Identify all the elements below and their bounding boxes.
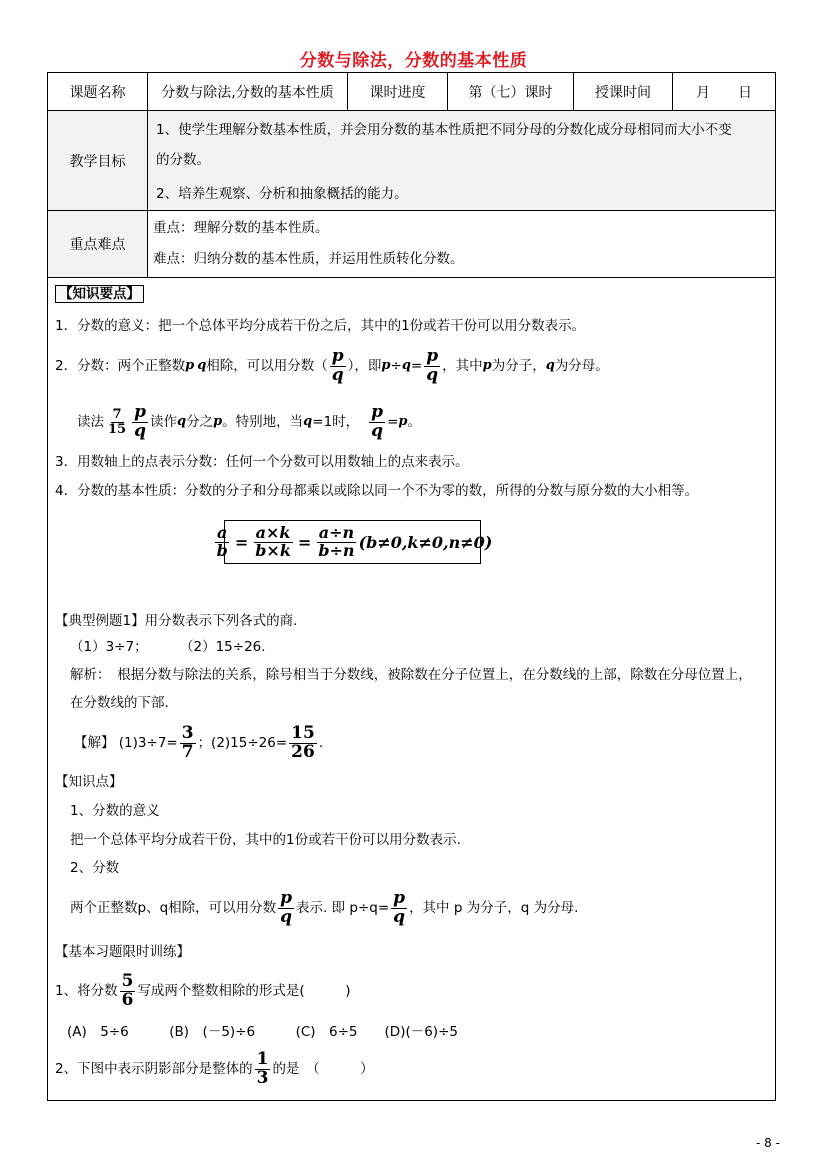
fraction-15-over-26 <box>289 722 317 762</box>
practice-q1-options: (A) 5÷6 (B) (－5)÷6 (C) 6÷5 (D)(－6)÷5 <box>67 1024 458 1040</box>
fraction-p-over-q <box>391 887 407 927</box>
frac-den: 26 <box>291 741 315 762</box>
frac-den: b×k <box>255 540 291 560</box>
item2-text-c: ），即 <box>347 358 382 374</box>
point-2-text-c: ，其中 p 为分子，q 为分母. <box>409 900 579 916</box>
focus-text: 重点：理解分数的基本性质。 <box>153 220 329 236</box>
var-q: q <box>401 358 411 373</box>
row-divider <box>47 210 776 211</box>
analysis-line-1: 解析： 根据分数与除法的关系，除号相当于分数线，被除数在分子位置上，在分数线的上部，除数在分母位置上， <box>70 667 752 683</box>
solution-text-b: ；(2)15÷26= <box>197 735 288 751</box>
fraction-p-over-q <box>132 401 148 441</box>
read-text-b: 读作 <box>149 414 177 430</box>
point-2-text-b: 表示. 即 p÷q= <box>296 900 390 916</box>
item2-text-d: ，其中 <box>442 358 483 374</box>
progress-label: 课时进度 <box>369 84 426 101</box>
eq-sign: = <box>234 532 249 552</box>
formula-frac-1 <box>215 522 230 560</box>
example-q2: （2）15÷26. <box>180 639 266 655</box>
goal-line-2: 的分数。 <box>156 152 210 168</box>
frac-den: q <box>280 906 293 927</box>
practice-q1-text-b: 写成两个整数相除的形式是( ) <box>137 983 351 999</box>
practice-q1 <box>55 970 350 1012</box>
frac-den: 6 <box>121 989 134 1010</box>
period: 。 <box>407 414 421 430</box>
frac-num: 7 <box>112 406 122 422</box>
basic-property-formula <box>216 520 493 564</box>
row-divider <box>47 110 776 111</box>
time-value: 月 日 <box>696 84 752 101</box>
knowledge-heading-text: 【知识要点】 <box>55 285 144 303</box>
point-2-text-a: 两个正整数p、q相除，可以用分数 <box>70 900 277 916</box>
frac-den: 3 <box>256 1067 269 1088</box>
frac-num: 1 <box>256 1048 269 1069</box>
frac-num: p <box>280 887 293 908</box>
practice-q1-text-a: 1、将分数 <box>55 983 118 999</box>
frac-den: q <box>393 906 406 927</box>
topic-value: 分数与除法,分数的基本性质 <box>161 84 334 101</box>
div-sign: ÷ <box>390 358 402 374</box>
page-number: - 8 - <box>756 1136 780 1150</box>
read-text-a: 读法 <box>77 414 104 430</box>
fraction-7-over-15 <box>106 408 128 436</box>
time-label: 授课时间 <box>595 84 651 101</box>
example-heading: 【典型例题1】 <box>55 613 145 629</box>
goals-label: 教学目标 <box>69 153 126 170</box>
goal-line-1: 1、使学生理解分数基本性质，并会用分数的基本性质把不同分母的分数化成分母相同而大小不变 <box>156 122 732 138</box>
keypoints-label: 重点难点 <box>69 237 126 253</box>
frac-den: q <box>426 364 439 385</box>
progress-value: 第（七）课时 <box>468 84 553 101</box>
frac-num: p <box>371 401 384 422</box>
read-text-e: =1时， <box>312 414 360 430</box>
fraction-p-over-q <box>369 401 385 441</box>
practice-q2 <box>55 1048 374 1090</box>
practice-heading: 【基本习题限时训练】 <box>55 944 190 960</box>
var-p: p <box>482 358 492 373</box>
fraction-3-over-7 <box>180 722 196 762</box>
var-p: p <box>381 358 391 373</box>
var-q: q <box>545 358 555 373</box>
knowledge-item-4: 4．分数的基本性质：分数的分子和分母都乘以或除以同一个不为零的数，所得的分数与原分数的大小相等。 <box>55 483 699 499</box>
eq-sign: = <box>387 414 399 430</box>
read-text-c: 分之 <box>186 414 214 430</box>
var-p: p <box>398 414 408 429</box>
item2-text-b: 相除，可以用分数（ <box>206 358 328 374</box>
fraction-p-over-q <box>330 345 346 385</box>
frac-num: a <box>217 522 228 542</box>
frac-den: b <box>216 540 228 560</box>
period: . <box>318 735 324 751</box>
practice-q2-text-a: 2、下图中表示阴影部分是整体的 <box>55 1061 253 1077</box>
frac-den: b÷n <box>318 540 355 560</box>
fraction-5-over-6 <box>120 970 136 1010</box>
example-q1: （1）3÷7； <box>70 639 148 655</box>
frac-den: q <box>331 364 344 385</box>
solution-text-a: 【解】 (1)3÷7= <box>74 735 178 751</box>
var-p: p <box>185 358 195 373</box>
var-p: p <box>213 414 223 429</box>
frac-num: 3 <box>181 722 194 743</box>
frac-num: p <box>426 345 439 366</box>
fraction-p-over-q <box>424 345 440 385</box>
item2-text-f: 为分母。 <box>554 358 609 374</box>
formula-frac-3 <box>316 522 356 560</box>
frac-num: a÷n <box>318 522 355 542</box>
example-line <box>55 612 307 630</box>
frac-den: q <box>134 420 146 441</box>
eq-sign: = <box>410 358 423 374</box>
frac-num: p <box>393 887 406 908</box>
example-prompt: 用分数表示下列各式的商． <box>144 613 307 629</box>
solution-line <box>74 722 323 764</box>
read-text-d: 。特别地，当 <box>222 414 304 430</box>
page-title: 分数与除法，分数的基本性质 <box>299 51 528 71</box>
frac-num: p <box>134 401 146 422</box>
goal-line-3: 2、培养生观察、分析和抽象概括的能力。 <box>156 186 408 202</box>
frac-den: 7 <box>181 741 194 762</box>
frac-den: 15 <box>108 421 127 437</box>
difficulty-text: 难点：归纳分数的基本性质，并运用性质转化分数。 <box>153 251 464 267</box>
point-2-title: 2、分数 <box>70 860 120 876</box>
frac-num: p <box>331 345 344 366</box>
points-heading: 【知识点】 <box>55 774 123 790</box>
formula-condition: (b≠0,k≠0,n≠0) <box>358 532 493 552</box>
frac-den: q <box>371 420 384 441</box>
var-q: q <box>197 358 207 373</box>
item2-text-e: 为分子， <box>491 358 546 374</box>
formula-frac-2 <box>253 522 293 560</box>
eq-sign: = <box>297 532 312 552</box>
knowledge-item-3: 3．用数轴上的点表示分数：任何一个分数可以用数轴上的点来表示。 <box>55 454 469 470</box>
fraction-1-over-3 <box>255 1048 271 1088</box>
frac-num: 15 <box>291 722 315 743</box>
reading-rule <box>77 402 421 442</box>
fraction-p-over-q <box>278 887 294 927</box>
var-q: q <box>303 414 313 429</box>
knowledge-heading <box>55 285 144 303</box>
knowledge-item-1: 1．分数的意义：把一个总体平均分成若干份之后，其中的1份或若干份可以用分数表示。 <box>55 318 586 334</box>
topic-label: 课题名称 <box>69 84 126 101</box>
knowledge-item-2 <box>55 345 609 387</box>
point-1-title: 1、分数的意义 <box>70 803 160 819</box>
row-divider <box>47 277 776 278</box>
frac-num: a×k <box>255 522 291 542</box>
point-2-text <box>70 886 578 930</box>
analysis-line-2: 在分数线的下部. <box>70 695 169 711</box>
var-q: q <box>176 414 187 429</box>
practice-q2-text-b: 的是 （ ） <box>272 1061 374 1077</box>
item2-text-a: 2．分数：两个正整数 <box>55 358 186 374</box>
frac-num: 5 <box>121 970 134 991</box>
point-1-text: 把一个总体平均分成若干份，其中的1份或若干份可以用分数表示. <box>70 832 461 848</box>
